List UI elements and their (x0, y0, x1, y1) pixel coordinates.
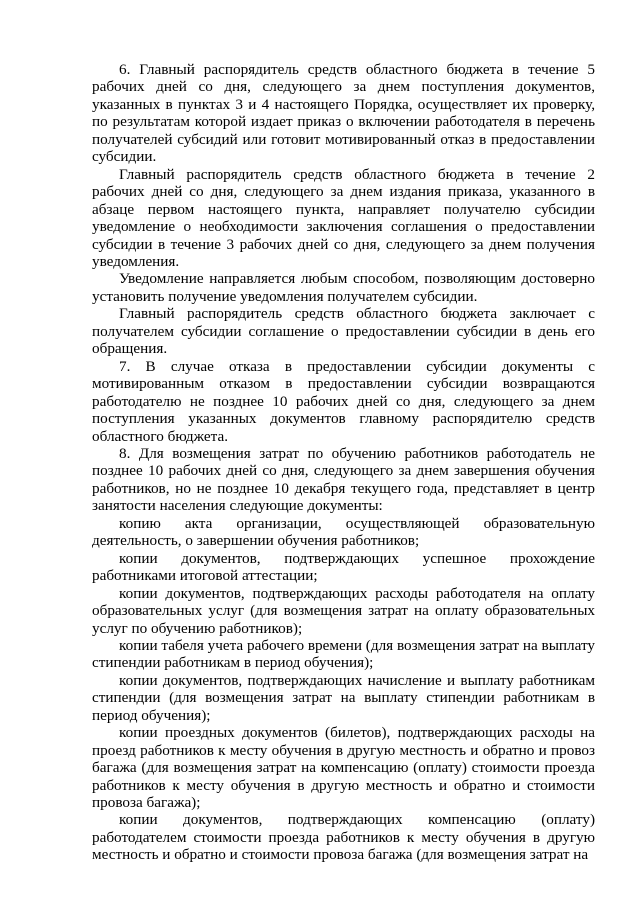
paragraph-item-8: 8. Для возмещения затрат по обучению работников работодатель не позднее 10 рабочих дней со дня, следующего за днем завершения обучения работников, но не позднее 10 декабря текущего года, представляет в центр занятости населения следующие документы: (92, 444, 595, 515)
list-item-stipend-payment: копии документов, подтверждающих начисление и выплату работникам стипендии (для возмещения затрат на выплату стипендии работникам в период обучения); (92, 671, 595, 724)
paragraph-notification-method: Уведомление направляется любым способом, позволяющим достоверно установить получение уведомления получателем субсидии. (92, 270, 595, 305)
document-body (92, 61, 595, 864)
list-item-completion-act: копию акта организации, осуществляющей образовательную деятельность, о завершении обучения работников; (92, 514, 595, 550)
list-item-certification: копии документов, подтверждающих успешное прохождение работниками итоговой аттестации; (92, 549, 595, 585)
paragraph-agreement: Главный распорядитель средств областного бюджета заключает с получателем субсидии соглашение о предоставлении субсидии в день его обращения. (92, 305, 595, 358)
list-item-travel-compensation: копии документов, подтверждающих компенсацию (оплату) работодателем стоимости проезда работников к месту обучения в другую местность и обратно и стоимости провоза багажа (для возмещения затрат на (92, 811, 595, 864)
list-item-travel-tickets: копии проездных документов (билетов), подтверждающих расходы на проезд работников к месту обучения в другую местность и обратно и провоз багажа (для возмещения затрат на компенсацию (оплату) стоимости проезда работников к месту обучения в другую местность и обратно и стоимости провоза багажа); (92, 724, 595, 812)
paragraph-notification-direction: Главный распорядитель средств областного бюджета в течение 2 рабочих дней со дня, следующего за днем издания приказа, указанного в абзаце первом настоящего пункта, направляет получателю субсидии уведомление о необходимости заключения соглашения о предоставлении субсидии в течение 3 рабочих дней со дня, следующего за днем получения уведомления. (92, 165, 595, 270)
paragraph-item-7: 7. В случае отказа в предоставлении субсидии документы с мотивированным отказом в предоставлении субсидии возвращаются работодателю не позднее 10 рабочих дней со дня, следующего за днем поступления указанных документов главному распорядителю средств областного бюджета. (92, 357, 595, 445)
list-item-timesheet: копии табеля учета рабочего времени (для возмещения затрат на выплату стипендии работникам в период обучения); (92, 636, 595, 672)
paragraph-item-6: 6. Главный распорядитель средств областного бюджета в течение 5 рабочих дней со дня, следующего за днем поступления документов, указанных в пунктах 3 и 4 настоящего Порядка, осуществляет их проверку, по результатам которой издает приказ о включении работодателя в перечень получателей субсидий или готовит мотивированный отказ в предоставлении субсидии. (92, 61, 595, 166)
list-item-education-expenses: копии документов, подтверждающих расходы работодателя на оплату образовательных услуг (для возмещения затрат на оплату образовательных услуг по обучению работников); (92, 584, 595, 637)
